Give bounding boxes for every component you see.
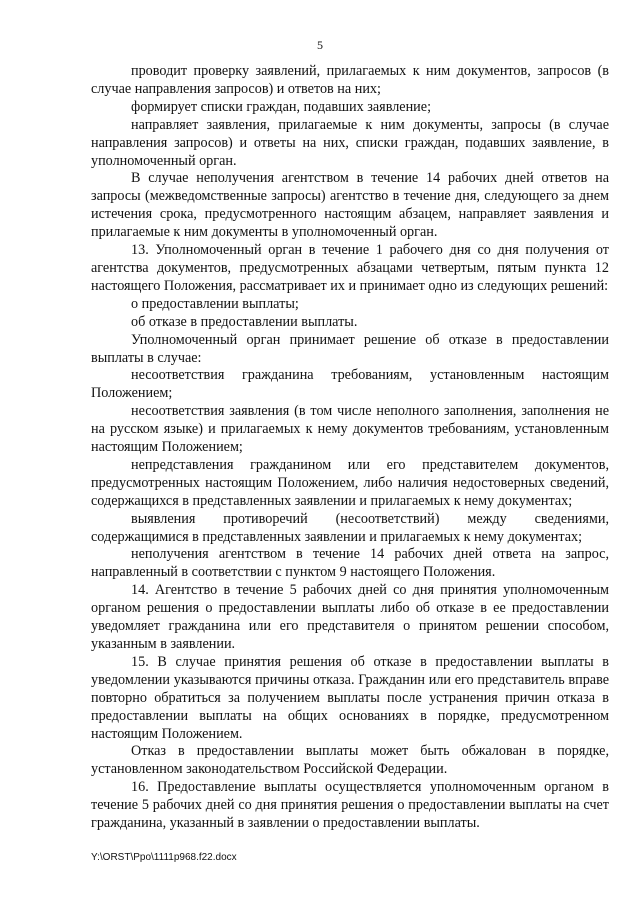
- paragraph: проводит проверку заявлений, прилагаемых к ним документов, запросов (в случае направления запросов) и ответов на них;: [91, 63, 609, 97]
- paragraph: направляет заявления, прилагаемые к ним документы, запросы (в случае направления запросов) и ответы на них, списки граждан, подавших заявление, в уполномоченный орган.: [91, 116, 609, 169]
- paragraph: 16. Предоставление выплаты осуществляется уполномоченным органом в течение 5 рабочих дней со дня принятия решения о предоставлении выплаты на счет гражданина, указанный в заявлении о предоставлении выплаты.: [91, 779, 609, 832]
- paragraph: 14. Агентство в течение 5 рабочих дней со дня принятия уполномоченным органом решения о предоставлении выплаты либо об отказе в ее предоставлении уведомляет гражданина или его представителя о принятом решении способом, указанным в заявлении.: [91, 582, 609, 652]
- paragraph: несоответствия заявления (в том числе неполного заполнения, заполнения не на русском языке) и прилагаемых к нему документов требованиям, установленным настоящим Положением;: [91, 403, 609, 456]
- paragraph: формирует списки граждан, подавших заявление;: [131, 98, 432, 115]
- paragraph: Уполномоченный орган принимает решение об отказе в предоставлении выплаты в случае:: [91, 331, 609, 366]
- page-number: 5: [317, 38, 323, 52]
- paragraph: 13. Уполномоченный орган в течение 1 рабочего дня со дня получения от агентства документов, предусмотренных абзацами четвертым, пятым пункта 12 настоящего Положения, рассматривает их и принимает одно из следующих решений:: [91, 242, 609, 294]
- paragraph: непредставления гражданином или его представителем документов, предусмотренных настоящим Положением, либо наличия недостоверных сведений, содержащихся в представленных заявлении и прилагаемых к нему документах;: [91, 456, 609, 509]
- footer-file-path: Y:\ORST\Ppo\1111p968.f22.docx: [91, 852, 237, 863]
- paragraph: об отказе в предоставлении выплаты.: [131, 313, 358, 330]
- paragraph: несоответствия гражданина требованиям, установленным настоящим Положением;: [91, 367, 609, 402]
- paragraph: В случае неполучения агентством в течение 14 рабочих дней ответов на запросы (межведомственные запросы) агентство в течение дня, следующего за днем истечения срока, предусмотренного настоящим абзацем, направляет заявления и прилагаемые к ним документы в уполномоченный орган.: [91, 170, 609, 241]
- paragraph: Отказ в предоставлении выплаты может быть обжалован в порядке, установленном законодательством Российской Федерации.: [91, 743, 609, 778]
- paragraph: выявления противоречий (несоответствий) между сведениями, содержащимися в представленных заявлении и прилагаемых к нему документах;: [91, 510, 609, 545]
- paragraph: неполучения агентством в течение 14 рабочих дней ответа на запрос, направленный в соответствии с пунктом 9 настоящего Положения.: [91, 546, 609, 581]
- paragraph: о предоставлении выплаты;: [131, 295, 299, 312]
- paragraph: 15. В случае принятия решения об отказе в предоставлении выплаты в уведомлении указываются причины отказа. Гражданин или его представитель вправе повторно обратиться за получением выплаты после устранения причин отказа в предоставлении выплаты на общих основаниях в порядке, предусмотренном настоящим Положением.: [91, 653, 609, 742]
- document-body: [91, 63, 609, 833]
